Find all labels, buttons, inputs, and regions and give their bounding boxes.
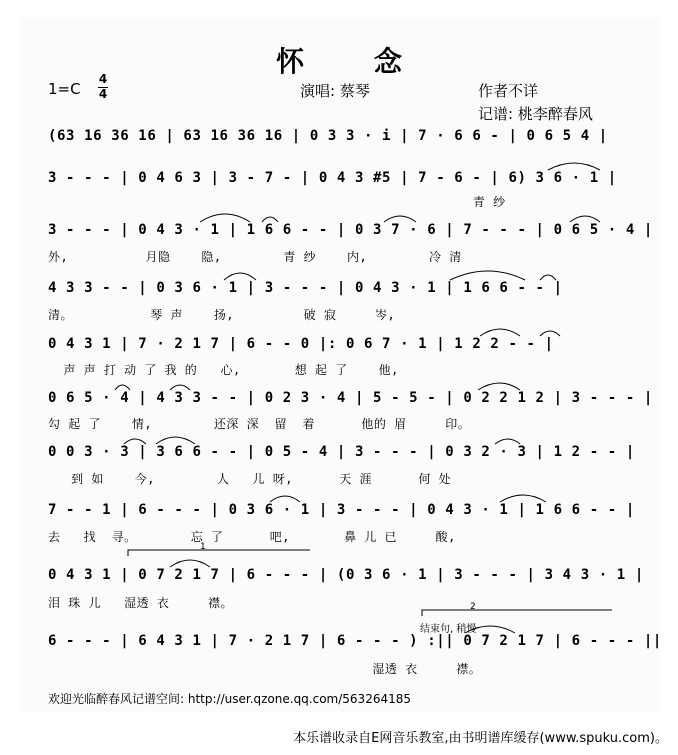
lyric-line: 青 纱 [48,195,506,209]
footer-text: 欢迎光临醉春风记谱空间: http://user.qzone.qq.com/563264185 [48,692,412,706]
lyric-line: 清。 琴 声 扬, 破 寂 岑, [48,308,396,322]
notation-row: 3 - - - | 0 4 6 3 | 3 - 7 - | 0 4 3 #5 | 7 - 6 - | 6) 3 6 · 1 | [48,170,617,186]
lyric-line: 泪 珠 儿 湿透 衣 襟。 [48,596,233,610]
source-notice: 本乐谱收录自E网音乐教室,由书明谱库缓存(www.spuku.com)。 [293,731,668,746]
notation-row: 3 - - - | 0 4 3 · 1 | 1 6 6 - - | 0 3 7 · 6 | 7 - - - | 0 6 5 · 4 | [48,222,653,238]
ending-instruction: 结束句, 稍慢 [420,624,477,635]
lyric-line: 湿透 衣 襟。 [48,662,482,676]
lyric-line: 外, 月隐 隐, 青 纱 内, 冷 清 [48,250,462,264]
notation-row: 0 4 3 1 | 7 · 2 1 7 | 6 - - 0 |: 0 6 7 · 1 | 1 2 2 - - | [48,336,554,352]
notation-row: 7 - - 1 | 6 - - - | 0 3 6 · 1 | 3 - - - | 0 4 3 · 1 | 1 6 6 - - | [48,502,635,518]
lyric-line: 到 如 今, 人 儿 呀, 天 涯 何 处 [48,472,452,486]
notation-row: 0 6 5 · 4 | 4 3 3 - - | 0 2 3 · 4 | 5 - 5 - | 0 2 2 1 2 | 3 - - - | [48,390,653,406]
time-signature [98,73,108,101]
notation-row: 6 - - - | 6 4 3 1 | 7 · 2 1 7 | 6 - - - ) :|| 0 7 2 1 7 | 6 - - - || [48,633,662,649]
notation-row: 0 4 3 1 | 0 7 2 1 7 | 6 - - - | (0 3 6 · 1 | 3 - - - | 3 4 3 · 1 | [48,567,644,583]
author-credit: 作者不详 [478,82,539,100]
notation-row: 4 3 3 - - | 0 3 6 · 1 | 3 - - - | 0 4 3 · 1 | 1 6 6 - - | [48,280,563,296]
singer-credit: 演唱: 蔡琴 [300,82,370,100]
lyric-line: 勾 起 了 情, 还深 深 留 着 他的 眉 印。 [48,417,471,431]
notation-row: (63 16 36 16 | 63 16 36 16 | 0 3 3 · i | 7 · 6 6 - | 0 6 5 4 | [48,128,608,144]
volta-two-label: 2 [470,602,476,612]
recorder-credit: 记谱: 桃李醉春风 [478,105,593,123]
key-signature: 1=C [48,80,81,98]
volta-one-label: 1 [200,542,206,552]
meter-bottom: 4 [98,87,108,101]
meter-top: 4 [98,72,108,86]
lyric-line: 声 声 打 动 了 我 的 心, 想 起 了 他, [48,363,399,377]
song-title: 怀 念 [276,45,432,78]
lyric-line: 去 找 寻。 忘 了 吧, 鼻 儿 已 酸, [48,530,456,544]
notation-row: 0 0 3 · 3 | 3 6 6 - - | 0 5 - 4 | 3 - - - | 0 3 2 · 3 | 1 2 - - | [48,444,635,460]
